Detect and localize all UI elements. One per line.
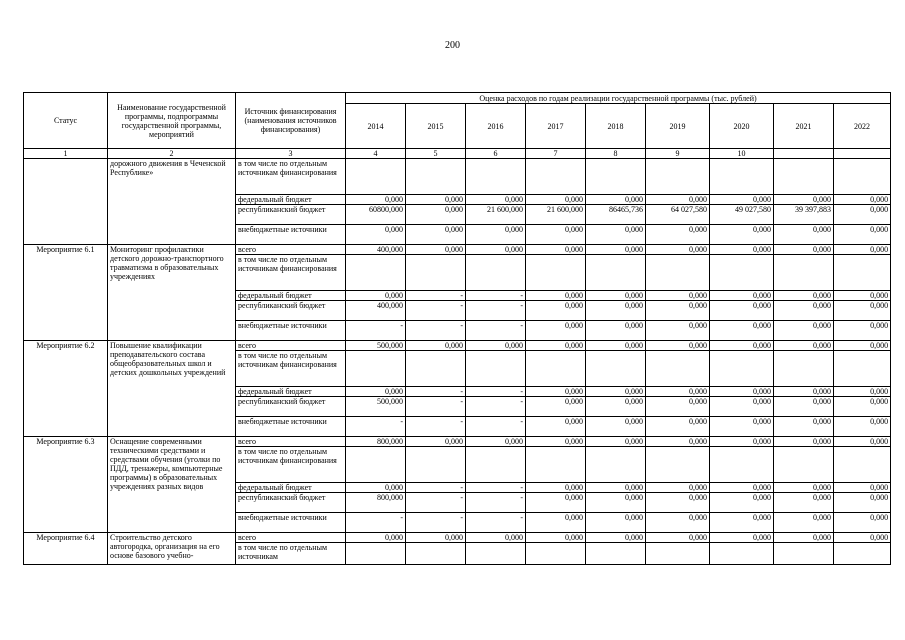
- row-value-cell: 500,000: [346, 341, 406, 351]
- row-program-name: Мониторинг профилактики детского дорожно-транспортного травматизма в образовательных учреждениях: [108, 245, 236, 341]
- row-value-cell: 0,000: [586, 301, 646, 321]
- row-status: Мероприятие 6.2: [24, 341, 108, 437]
- row-value-cell: 0,000: [774, 225, 834, 245]
- header-year: 2016: [466, 104, 526, 149]
- row-value-cell: 21 600,000: [526, 205, 586, 225]
- row-value-cell: -: [406, 387, 466, 397]
- row-funding-source: республиканский бюджет: [236, 301, 346, 321]
- row-value-cell: 0,000: [526, 533, 586, 543]
- row-value-cell: 0,000: [346, 225, 406, 245]
- row-value-cell: -: [406, 301, 466, 321]
- row-value-cell: [526, 255, 586, 291]
- row-value-cell: 0,000: [406, 341, 466, 351]
- row-value-cell: 0,000: [646, 533, 710, 543]
- row-funding-source: внебюджетные источники: [236, 513, 346, 533]
- row-value-cell: -: [346, 417, 406, 437]
- row-value-cell: 800,000: [346, 437, 406, 447]
- row-value-cell: 0,000: [774, 291, 834, 301]
- row-value-cell: [586, 447, 646, 483]
- row-value-cell: [346, 543, 406, 565]
- row-value-cell: -: [466, 387, 526, 397]
- row-value-cell: 500,000: [346, 397, 406, 417]
- row-value-cell: 21 600,000: [466, 205, 526, 225]
- row-status: Мероприятие 6.4: [24, 533, 108, 565]
- row-value-cell: 0,000: [710, 533, 774, 543]
- row-value-cell: 0,000: [646, 291, 710, 301]
- row-value-cell: [586, 159, 646, 195]
- row-value-cell: 0,000: [774, 417, 834, 437]
- row-value-cell: 0,000: [526, 483, 586, 493]
- table-row: [24, 341, 891, 351]
- row-funding-source: в том числе по отдельным источникам финансирования: [236, 447, 346, 483]
- row-value-cell: [466, 159, 526, 195]
- column-number: 9: [646, 149, 710, 159]
- row-value-cell: 0,000: [710, 321, 774, 341]
- row-value-cell: 0,000: [586, 513, 646, 533]
- row-value-cell: [646, 159, 710, 195]
- header-year: 2020: [710, 104, 774, 149]
- row-value-cell: 0,000: [646, 483, 710, 493]
- row-value-cell: 0,000: [710, 291, 774, 301]
- row-value-cell: 0,000: [834, 321, 891, 341]
- row-value-cell: 0,000: [710, 513, 774, 533]
- row-value-cell: [346, 351, 406, 387]
- row-value-cell: [710, 255, 774, 291]
- header-year: 2015: [406, 104, 466, 149]
- row-value-cell: 0,000: [774, 483, 834, 493]
- header-year: 2019: [646, 104, 710, 149]
- row-value-cell: 0,000: [646, 225, 710, 245]
- row-value-cell: [346, 447, 406, 483]
- row-value-cell: 0,000: [586, 533, 646, 543]
- row-funding-source: республиканский бюджет: [236, 493, 346, 513]
- row-value-cell: [834, 447, 891, 483]
- row-value-cell: 0,000: [466, 225, 526, 245]
- row-value-cell: 0,000: [834, 533, 891, 543]
- row-value-cell: 0,000: [774, 387, 834, 397]
- row-value-cell: 0,000: [646, 513, 710, 533]
- row-value-cell: [774, 255, 834, 291]
- row-funding-source: федеральный бюджет: [236, 387, 346, 397]
- row-value-cell: [834, 543, 891, 565]
- row-value-cell: [834, 159, 891, 195]
- row-value-cell: -: [466, 493, 526, 513]
- row-value-cell: 0,000: [346, 291, 406, 301]
- row-value-cell: -: [466, 301, 526, 321]
- row-value-cell: [834, 351, 891, 387]
- row-value-cell: [526, 159, 586, 195]
- row-value-cell: 0,000: [646, 195, 710, 205]
- row-value-cell: 0,000: [526, 397, 586, 417]
- row-value-cell: -: [346, 321, 406, 341]
- row-value-cell: [774, 447, 834, 483]
- row-value-cell: 0,000: [774, 493, 834, 513]
- row-value-cell: [526, 351, 586, 387]
- row-value-cell: 0,000: [526, 387, 586, 397]
- row-value-cell: 0,000: [526, 225, 586, 245]
- row-value-cell: 0,000: [586, 483, 646, 493]
- row-value-cell: 0,000: [586, 225, 646, 245]
- row-value-cell: 86465,736: [586, 205, 646, 225]
- row-value-cell: 0,000: [526, 437, 586, 447]
- row-value-cell: 400,000: [346, 245, 406, 255]
- row-value-cell: 0,000: [586, 341, 646, 351]
- column-number: 3: [236, 149, 346, 159]
- column-number: 1: [24, 149, 108, 159]
- row-value-cell: 0,000: [710, 245, 774, 255]
- row-value-cell: 0,000: [586, 321, 646, 341]
- column-number: 7: [526, 149, 586, 159]
- row-value-cell: 0,000: [586, 437, 646, 447]
- row-value-cell: [526, 447, 586, 483]
- row-value-cell: 0,000: [710, 483, 774, 493]
- row-value-cell: 0,000: [586, 397, 646, 417]
- row-value-cell: 0,000: [466, 341, 526, 351]
- row-program-name: Оснащение современными техническими средствами и средствами обучения (уголки по ПДД, тренажеры, компьютерные программы) в образовательных учреждениях разных видов: [108, 437, 236, 533]
- row-value-cell: 0,000: [526, 195, 586, 205]
- row-value-cell: 0,000: [586, 245, 646, 255]
- row-value-cell: 0,000: [646, 437, 710, 447]
- row-value-cell: [774, 543, 834, 565]
- row-value-cell: -: [346, 513, 406, 533]
- row-value-cell: [466, 543, 526, 565]
- table-row: [24, 159, 891, 195]
- row-value-cell: [406, 159, 466, 195]
- row-value-cell: 0,000: [526, 321, 586, 341]
- row-value-cell: 0,000: [834, 387, 891, 397]
- row-value-cell: 0,000: [834, 483, 891, 493]
- row-value-cell: 0,000: [710, 195, 774, 205]
- row-value-cell: 0,000: [646, 397, 710, 417]
- row-value-cell: 0,000: [406, 533, 466, 543]
- row-funding-source: всего: [236, 533, 346, 543]
- row-value-cell: 0,000: [774, 513, 834, 533]
- row-value-cell: -: [406, 321, 466, 341]
- column-number: 10: [710, 149, 774, 159]
- row-value-cell: 0,000: [346, 195, 406, 205]
- row-value-cell: [406, 255, 466, 291]
- row-value-cell: 0,000: [406, 437, 466, 447]
- column-number: 8: [586, 149, 646, 159]
- column-number: 6: [466, 149, 526, 159]
- row-value-cell: 800,000: [346, 493, 406, 513]
- row-value-cell: 0,000: [646, 321, 710, 341]
- row-funding-source: федеральный бюджет: [236, 291, 346, 301]
- row-value-cell: 0,000: [646, 245, 710, 255]
- row-value-cell: 0,000: [710, 437, 774, 447]
- row-value-cell: 0,000: [774, 341, 834, 351]
- row-value-cell: 0,000: [526, 341, 586, 351]
- row-value-cell: 0,000: [526, 417, 586, 437]
- column-number: 2: [108, 149, 236, 159]
- row-status: [24, 159, 108, 245]
- header-year: 2022: [834, 104, 891, 149]
- row-value-cell: 0,000: [834, 195, 891, 205]
- header-year: 2021: [774, 104, 834, 149]
- row-value-cell: [710, 447, 774, 483]
- row-funding-source: в том числе по отдельным источникам финансирования: [236, 159, 346, 195]
- page-number: 200: [445, 40, 460, 51]
- row-funding-source: в том числе по отдельным источникам финансирования: [236, 255, 346, 291]
- budget-table: [23, 92, 891, 565]
- row-value-cell: 0,000: [526, 301, 586, 321]
- row-value-cell: 0,000: [526, 493, 586, 513]
- row-value-cell: 0,000: [834, 493, 891, 513]
- row-value-cell: 0,000: [526, 245, 586, 255]
- row-value-cell: 0,000: [774, 533, 834, 543]
- row-funding-source: республиканский бюджет: [236, 397, 346, 417]
- row-value-cell: 0,000: [406, 195, 466, 205]
- row-value-cell: -: [466, 483, 526, 493]
- row-value-cell: 0,000: [646, 417, 710, 437]
- row-value-cell: [710, 159, 774, 195]
- row-value-cell: -: [406, 513, 466, 533]
- row-value-cell: 60800,000: [346, 205, 406, 225]
- row-value-cell: 0,000: [586, 417, 646, 437]
- row-value-cell: -: [406, 397, 466, 417]
- row-value-cell: 0,000: [710, 341, 774, 351]
- row-value-cell: 0,000: [834, 205, 891, 225]
- row-value-cell: 0,000: [646, 387, 710, 397]
- row-value-cell: -: [406, 493, 466, 513]
- row-value-cell: [466, 447, 526, 483]
- row-value-cell: [646, 447, 710, 483]
- row-value-cell: 0,000: [526, 513, 586, 533]
- row-value-cell: [646, 255, 710, 291]
- row-value-cell: 0,000: [834, 513, 891, 533]
- row-value-cell: [406, 543, 466, 565]
- row-value-cell: [346, 255, 406, 291]
- row-value-cell: -: [406, 483, 466, 493]
- row-value-cell: 0,000: [834, 417, 891, 437]
- row-value-cell: [586, 351, 646, 387]
- row-value-cell: -: [466, 417, 526, 437]
- row-value-cell: 49 027,580: [710, 205, 774, 225]
- header-estimate: Оценка расходов по годам реализации государственной программы (тыс. рублей): [346, 93, 891, 104]
- row-value-cell: 0,000: [834, 341, 891, 351]
- row-value-cell: 0,000: [774, 301, 834, 321]
- row-value-cell: 39 397,883: [774, 205, 834, 225]
- header-source: Источник финансирования (наименования источников финансирования): [236, 93, 346, 149]
- row-value-cell: 0,000: [710, 493, 774, 513]
- row-funding-source: федеральный бюджет: [236, 195, 346, 205]
- table-row: [24, 245, 891, 255]
- row-value-cell: 0,000: [406, 225, 466, 245]
- row-funding-source: в том числе по отдельным источникам: [236, 543, 346, 565]
- row-value-cell: 0,000: [774, 397, 834, 417]
- row-value-cell: 64 027,580: [646, 205, 710, 225]
- row-value-cell: [466, 255, 526, 291]
- table-row: [24, 533, 891, 543]
- row-value-cell: 400,000: [346, 301, 406, 321]
- row-value-cell: 0,000: [710, 397, 774, 417]
- row-funding-source: всего: [236, 437, 346, 447]
- row-value-cell: -: [406, 417, 466, 437]
- row-value-cell: 0,000: [710, 417, 774, 437]
- row-funding-source: всего: [236, 245, 346, 255]
- row-value-cell: 0,000: [774, 437, 834, 447]
- row-value-cell: [646, 543, 710, 565]
- row-value-cell: 0,000: [646, 493, 710, 513]
- row-value-cell: [646, 351, 710, 387]
- column-number: [774, 149, 834, 159]
- header-year: 2018: [586, 104, 646, 149]
- row-value-cell: 0,000: [406, 245, 466, 255]
- row-funding-source: республиканский бюджет: [236, 205, 346, 225]
- header-name: Наименование государственной программы, подпрограммы государственной программы, мероприятий: [108, 93, 236, 149]
- row-value-cell: 0,000: [586, 195, 646, 205]
- row-value-cell: 0,000: [646, 341, 710, 351]
- header-year: 2014: [346, 104, 406, 149]
- row-value-cell: 0,000: [834, 301, 891, 321]
- row-value-cell: 0,000: [466, 245, 526, 255]
- row-value-cell: 0,000: [774, 321, 834, 341]
- row-value-cell: 0,000: [466, 195, 526, 205]
- row-value-cell: 0,000: [646, 301, 710, 321]
- row-value-cell: [406, 447, 466, 483]
- row-value-cell: [526, 543, 586, 565]
- row-funding-source: внебюджетные источники: [236, 417, 346, 437]
- row-value-cell: 0,000: [406, 205, 466, 225]
- row-funding-source: всего: [236, 341, 346, 351]
- column-number: 5: [406, 149, 466, 159]
- row-value-cell: -: [466, 513, 526, 533]
- row-value-cell: [834, 255, 891, 291]
- row-value-cell: 0,000: [834, 397, 891, 417]
- column-number: [834, 149, 891, 159]
- row-value-cell: 0,000: [586, 493, 646, 513]
- row-funding-source: в том числе по отдельным источникам финансирования: [236, 351, 346, 387]
- row-value-cell: 0,000: [710, 301, 774, 321]
- row-value-cell: 0,000: [346, 483, 406, 493]
- row-value-cell: 0,000: [346, 533, 406, 543]
- table-row: [24, 437, 891, 447]
- row-value-cell: [774, 351, 834, 387]
- header-status: Статус: [24, 93, 108, 149]
- row-value-cell: 0,000: [834, 291, 891, 301]
- row-value-cell: -: [406, 291, 466, 301]
- row-value-cell: -: [466, 291, 526, 301]
- header-year: 2017: [526, 104, 586, 149]
- row-value-cell: 0,000: [466, 437, 526, 447]
- row-value-cell: [406, 351, 466, 387]
- row-value-cell: [586, 543, 646, 565]
- row-value-cell: -: [466, 321, 526, 341]
- row-value-cell: [710, 543, 774, 565]
- row-funding-source: федеральный бюджет: [236, 483, 346, 493]
- row-value-cell: 0,000: [710, 387, 774, 397]
- row-value-cell: [586, 255, 646, 291]
- row-value-cell: 0,000: [526, 291, 586, 301]
- row-program-name: дорожного движения в Чеченской Республике»: [108, 159, 236, 245]
- row-value-cell: 0,000: [834, 245, 891, 255]
- row-value-cell: [710, 351, 774, 387]
- row-value-cell: [774, 159, 834, 195]
- row-value-cell: 0,000: [774, 245, 834, 255]
- row-status: Мероприятие 6.1: [24, 245, 108, 341]
- row-value-cell: [346, 159, 406, 195]
- row-funding-source: внебюджетные источники: [236, 225, 346, 245]
- row-program-name: Строительство детского автогородка, организация на его основе базового учебно-: [108, 533, 236, 565]
- row-value-cell: 0,000: [774, 195, 834, 205]
- row-funding-source: внебюджетные источники: [236, 321, 346, 341]
- row-status: Мероприятие 6.3: [24, 437, 108, 533]
- row-value-cell: 0,000: [346, 387, 406, 397]
- row-value-cell: 0,000: [466, 533, 526, 543]
- column-number: 4: [346, 149, 406, 159]
- row-value-cell: 0,000: [586, 387, 646, 397]
- row-value-cell: 0,000: [834, 437, 891, 447]
- row-value-cell: -: [466, 397, 526, 417]
- row-value-cell: 0,000: [710, 225, 774, 245]
- row-value-cell: [466, 351, 526, 387]
- row-value-cell: 0,000: [834, 225, 891, 245]
- row-program-name: Повышение квалификации преподавательского состава общеобразовательных школ и детских дошкольных учреждений: [108, 341, 236, 437]
- row-value-cell: 0,000: [586, 291, 646, 301]
